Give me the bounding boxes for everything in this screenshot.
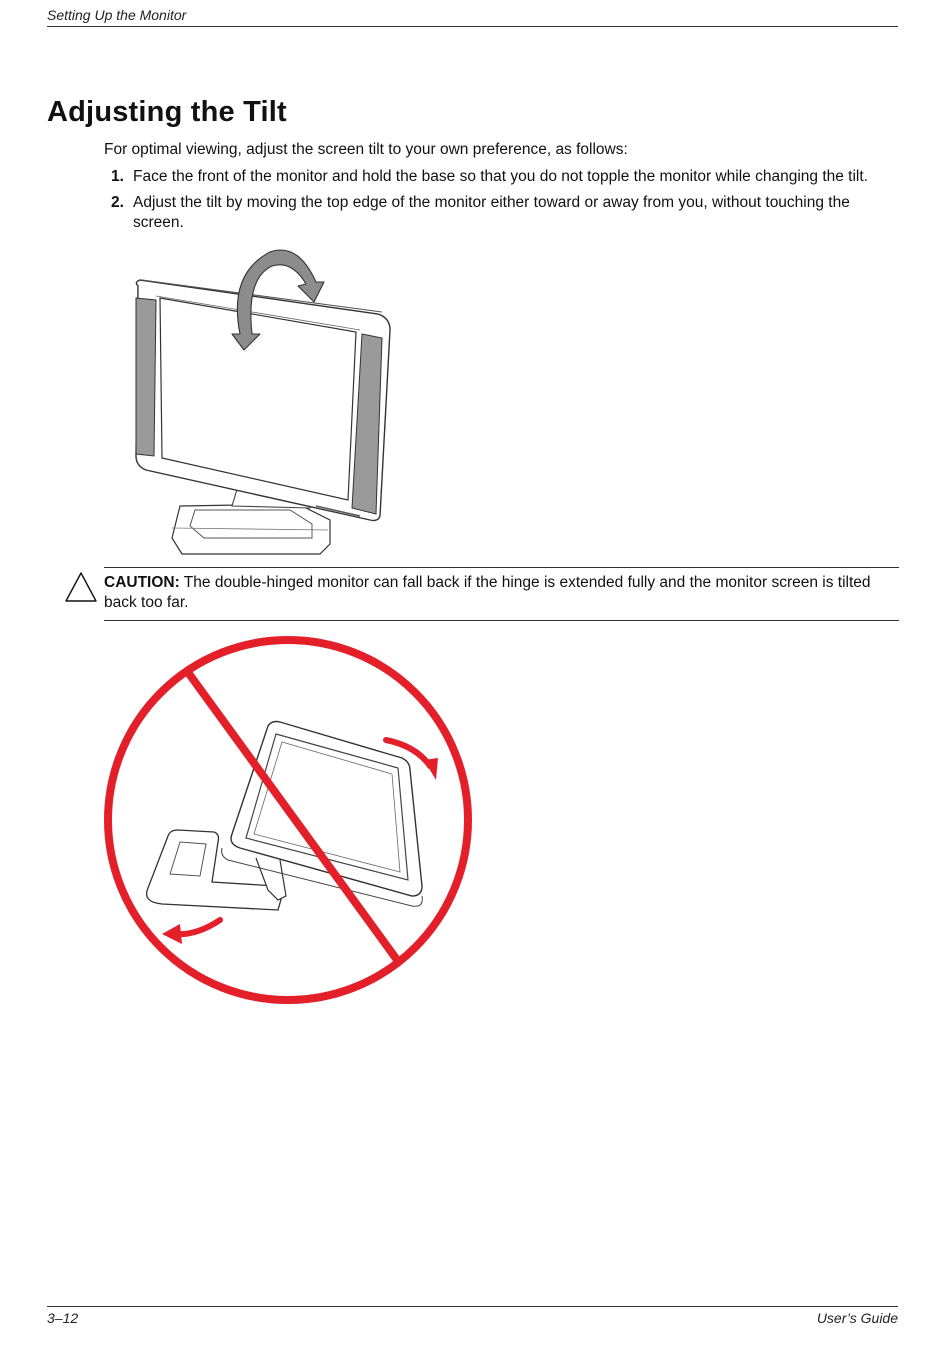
header-section-title: Setting Up the Monitor — [47, 7, 187, 23]
page-number: 3–12 — [47, 1310, 79, 1326]
step-number: 1. — [111, 168, 124, 185]
page-title: Adjusting the Tilt — [47, 96, 287, 128]
step-1 — [104, 167, 894, 187]
running-footer — [47, 1306, 898, 1326]
intro-paragraph: For optimal viewing, adjust the screen tilt to your own preference, as follows: — [104, 141, 628, 158]
step-2 — [104, 193, 894, 233]
step-text: Face the front of the monitor and hold the base so that you do not topple the monitor while changing the tilt. — [133, 168, 868, 185]
step-text: Adjust the tilt by moving the top edge of the monitor either toward or away from you, without touching the screen. — [133, 194, 850, 231]
monitor-tilt-illustration — [120, 238, 400, 565]
monitor-tilt-drawing — [120, 238, 400, 560]
caution-triangle-icon — [64, 571, 98, 608]
prohibited-tilt-drawing — [100, 634, 480, 1014]
running-header — [47, 7, 898, 27]
caution-text: The double-hinged monitor can fall back if the hinge is extended fully and the monitor screen is tilted back too far. — [104, 574, 871, 611]
prohibited-tilt-illustration — [100, 634, 480, 1019]
step-number: 2. — [111, 194, 124, 211]
caution-notice — [104, 567, 899, 621]
guide-title: User’s Guide — [816, 1310, 898, 1326]
caution-label: CAUTION: — [104, 574, 180, 591]
